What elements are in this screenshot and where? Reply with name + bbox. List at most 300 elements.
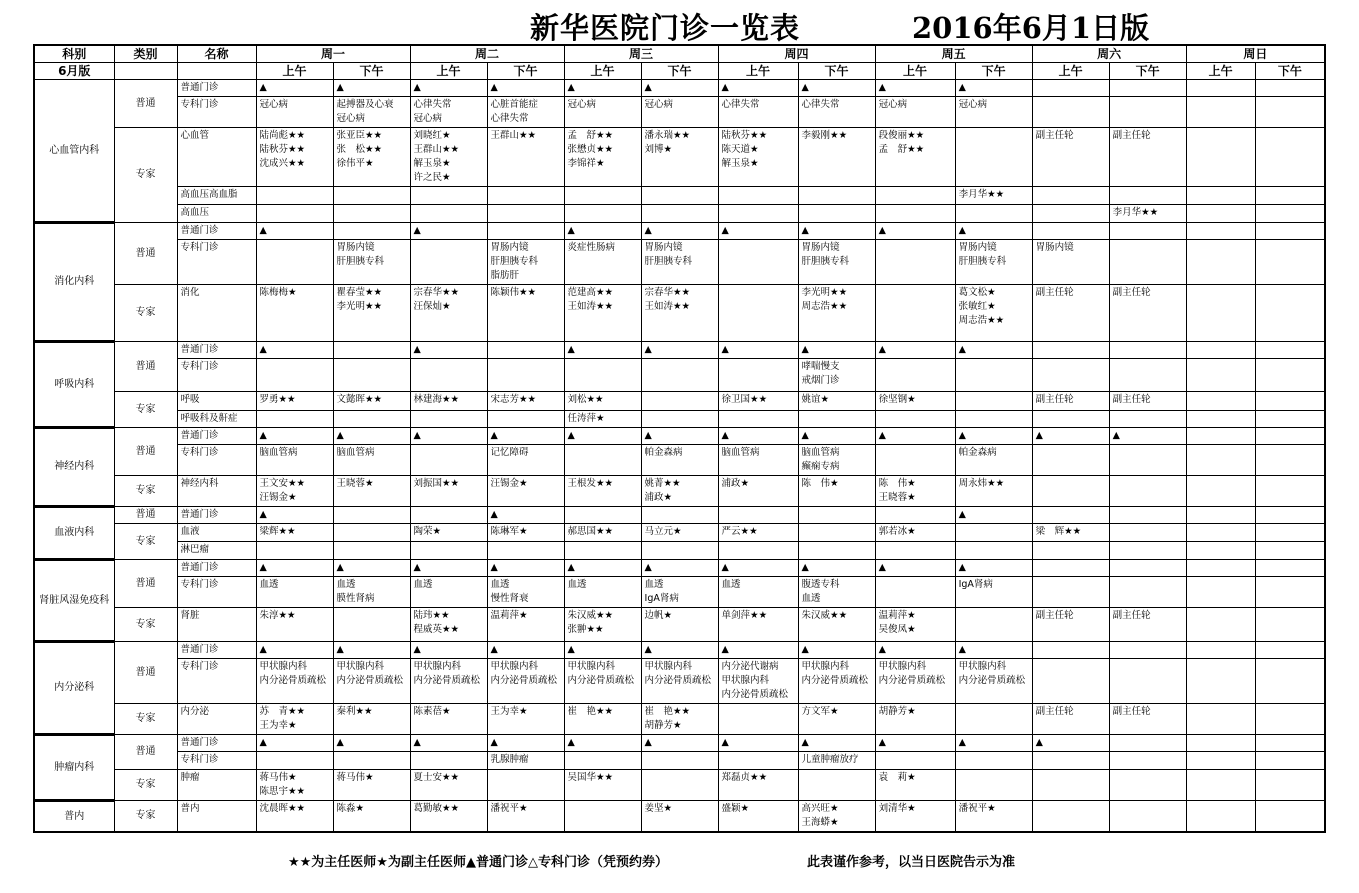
schedule-cell [1109,659,1186,704]
category-cell: 专家 [114,524,177,560]
schedule-cell: 陆尚彪★★ 陆秋芬★★ 沈成兴★★ [256,128,333,187]
schedule-cell [875,187,955,205]
schedule-cell [333,223,410,240]
schedule-cell: 副主任轮 [1032,392,1109,411]
table-row [34,476,1325,507]
category-cell: 专家 [114,704,177,735]
schedule-cell [1186,285,1255,342]
schedule-cell: 潘永瑞★★ 刘博★ [641,128,718,187]
schedule-cell [641,507,718,524]
schedule-cell [410,205,487,223]
schedule-cell [487,187,564,205]
schedule-cell [564,752,641,770]
schedule-cell: 甲状腺内科 内分泌骨质疏松 [333,659,410,704]
table-row [34,342,1325,359]
schedule-cell [564,359,641,392]
schedule-cell [718,542,798,560]
schedule-cell: ▲ [256,342,333,359]
table-row [34,392,1325,411]
schedule-cell: 刘松★★ [564,392,641,411]
schedule-cell: 陈颖伟★★ [487,285,564,342]
table-row [34,577,1325,608]
schedule-cell: ▲ [718,428,798,445]
header-name: 名称 [177,45,256,63]
department-cell: 呼吸内科 [34,342,114,428]
schedule-cell [1255,577,1325,608]
clinic-name-cell: 普通门诊 [177,642,256,659]
schedule-cell [955,608,1032,642]
category-cell: 普通 [114,428,177,476]
schedule-cell [798,205,875,223]
schedule-cell: ▲ [641,342,718,359]
schedule-cell [875,359,955,392]
department-cell: 消化内科 [34,223,114,342]
schedule-cell: 严云★★ [718,524,798,542]
clinic-name-cell: 普通门诊 [177,428,256,445]
schedule-cell: ▲ [875,428,955,445]
schedule-cell [1186,507,1255,524]
table-row [34,128,1325,187]
schedule-cell [256,752,333,770]
schedule-cell [1186,223,1255,240]
schedule-cell: 血透 IgA肾病 [641,577,718,608]
schedule-cell [798,542,875,560]
schedule-cell [641,392,718,411]
schedule-cell: ▲ [798,428,875,445]
schedule-cell: ▲ [1032,735,1109,752]
table-row [34,608,1325,642]
category-cell: 普通 [114,507,177,524]
schedule-cell [1255,97,1325,128]
table-row [34,659,1325,704]
clinic-name-cell: 普通门诊 [177,507,256,524]
schedule-cell [718,359,798,392]
schedule-cell: 心律失常 冠心病 [410,97,487,128]
schedule-cell: 冠心病 [256,97,333,128]
schedule-cell [1109,560,1186,577]
schedule-cell: 副主任轮 [1032,608,1109,642]
schedule-cell: ▲ [955,642,1032,659]
clinic-name-cell: 呼吸科及鼾症 [177,411,256,428]
schedule-cell: 甲状腺内科 内分泌骨质疏松 [256,659,333,704]
clinic-name-cell: 心血管 [177,128,256,187]
schedule-cell: 宋志芳★★ [487,392,564,411]
schedule-cell [1255,608,1325,642]
schedule-cell: 冠心病 [641,97,718,128]
schedule-cell: 儿童肿瘤放疗 [798,752,875,770]
schedule-cell [1186,128,1255,187]
schedule-cell: 副主任轮 [1109,285,1186,342]
schedule-cell: ▲ [564,80,641,97]
schedule-cell: 姚谊★ [798,392,875,411]
schedule-cell [1109,240,1186,285]
schedule-cell [718,240,798,285]
schedule-cell: 崔 艳★★ 胡静芳★ [641,704,718,735]
schedule-cell [487,542,564,560]
department-cell: 心血管内科 [34,80,114,223]
schedule-cell: ▲ [410,342,487,359]
schedule-cell: ▲ [798,735,875,752]
schedule-cell: ▲ [256,642,333,659]
schedule-cell: 副主任轮 [1109,128,1186,187]
schedule-cell [1186,205,1255,223]
schedule-cell [955,128,1032,187]
schedule-cell [1109,752,1186,770]
schedule-cell: 汪锡金★ [487,476,564,507]
schedule-cell: 边帆★ [641,608,718,642]
schedule-cell: 葛勤敏★★ [410,801,487,833]
schedule-cell [410,542,487,560]
schedule-cell: ▲ [955,735,1032,752]
clinic-name-cell: 专科门诊 [177,359,256,392]
schedule-cell: ▲ [875,560,955,577]
header-am: 上午 [256,63,333,80]
schedule-cell [1109,642,1186,659]
schedule-cell: 甲状腺内科 内分泌骨质疏松 [875,659,955,704]
schedule-cell [1255,476,1325,507]
table-row [34,507,1325,524]
clinic-name-cell: 肿瘤 [177,770,256,801]
schedule-cell [1109,223,1186,240]
header-row-days [34,45,1325,63]
schedule-cell: 王为幸★ [487,704,564,735]
schedule-cell: 陈淼★ [333,801,410,833]
schedule-cell: 刘振国★★ [410,476,487,507]
schedule-cell: ▲ [410,223,487,240]
schedule-cell: 胃肠内镜 肝胆胰专科 [333,240,410,285]
schedule-cell [1186,476,1255,507]
schedule-cell [955,752,1032,770]
department-cell: 普内 [34,801,114,833]
department-cell: 血液内科 [34,507,114,560]
schedule-cell: 陈梅梅★ [256,285,333,342]
schedule-cell [718,752,798,770]
schedule-cell: 范建高★★ 王如涛★★ [564,285,641,342]
schedule-cell: 姜坚★ [641,801,718,833]
header-pm: 下午 [487,63,564,80]
schedule-cell [1255,560,1325,577]
clinic-name-cell: 肾脏 [177,608,256,642]
schedule-cell: 陆玮★★ 程威英★★ [410,608,487,642]
schedule-cell: ▲ [333,735,410,752]
schedule-cell: ▲ [564,223,641,240]
schedule-cell [1109,507,1186,524]
schedule-cell [875,542,955,560]
schedule-cell: 脑血管病 [256,445,333,476]
header-am: 上午 [564,63,641,80]
schedule-cell [1255,187,1325,205]
schedule-cell [1032,577,1109,608]
schedule-cell [1032,411,1109,428]
schedule-cell [1109,476,1186,507]
schedule-cell [1186,542,1255,560]
category-cell: 专家 [114,392,177,428]
schedule-cell: ▲ [718,342,798,359]
schedule-cell [487,223,564,240]
schedule-cell: ▲ [955,560,1032,577]
schedule-cell: 心脏首能症 心律失常 [487,97,564,128]
schedule-cell: 甲状腺内科 内分泌骨质疏松 [798,659,875,704]
schedule-cell: 陈 伟★ [798,476,875,507]
schedule-cell [875,577,955,608]
schedule-cell [487,359,564,392]
schedule-cell [1255,240,1325,285]
schedule-cell: 宗春华★★ 汪保灿★ [410,285,487,342]
department-cell: 内分泌科 [34,642,114,735]
schedule-cell: 潘祝平★ [955,801,1032,833]
schedule-cell: ▲ [410,735,487,752]
schedule-cell: 李月华★★ [955,187,1032,205]
schedule-cell [1186,411,1255,428]
schedule-cell [641,205,718,223]
category-cell: 普通 [114,342,177,392]
schedule-cell [1186,240,1255,285]
header-am: 上午 [718,63,798,80]
schedule-cell [333,359,410,392]
clinic-name-cell: 高血压 [177,205,256,223]
schedule-cell [1186,752,1255,770]
schedule-cell [798,187,875,205]
schedule-cell: 沈晨晖★★ [256,801,333,833]
schedule-cell: 林建海★★ [410,392,487,411]
schedule-cell [333,524,410,542]
schedule-cell: 副主任轮 [1032,704,1109,735]
schedule-cell [955,524,1032,542]
schedule-cell: 葛文松★ 张敏红★ 周志浩★★ [955,285,1032,342]
schedule-cell: ▲ [410,428,487,445]
schedule-cell [1186,577,1255,608]
schedule-cell [564,542,641,560]
schedule-cell: ▲ [564,560,641,577]
schedule-cell [410,187,487,205]
schedule-cell: ▲ [256,560,333,577]
table-row [34,97,1325,128]
header-am: 上午 [875,63,955,80]
schedule-cell [1255,223,1325,240]
schedule-cell: 盛颖★ [718,801,798,833]
schedule-cell [333,187,410,205]
schedule-cell [1109,735,1186,752]
schedule-cell: 脑血管病 [333,445,410,476]
schedule-cell: 陶荣★ [410,524,487,542]
schedule-cell: 王根发★★ [564,476,641,507]
schedule-cell: ▲ [487,560,564,577]
schedule-cell: ▲ [410,642,487,659]
schedule-cell [955,205,1032,223]
schedule-cell [1255,752,1325,770]
schedule-cell: 张亚臣★★ 张 松★★ 徐伟平★ [333,128,410,187]
schedule-cell [955,392,1032,411]
schedule-cell: ▲ [955,80,1032,97]
schedule-cell: 脑血管病 [718,445,798,476]
schedule-cell: 潘祝平★ [487,801,564,833]
schedule-cell [410,752,487,770]
schedule-cell [718,187,798,205]
page-title: 新华医院门诊一览表 [530,11,801,45]
footer-note: 此表谨作参考，以当日医院告示为准 [807,855,1016,870]
department-cell: 神经内科 [34,428,114,507]
schedule-cell [256,359,333,392]
schedule-cell: 姚菁★★ 浦政★ [641,476,718,507]
schedule-cell: 胃肠内镜 肝胆胰专科 脂肪肝 [487,240,564,285]
schedule-cell: 蒋马伟★ [333,770,410,801]
schedule-cell [1032,342,1109,359]
schedule-cell: 徐坚钢★ [875,392,955,411]
schedule-cell [955,359,1032,392]
schedule-cell: 胃肠内镜 肝胆胰专科 [955,240,1032,285]
schedule-cell: 周永炜★★ [955,476,1032,507]
schedule-cell: 袁 莉★ [875,770,955,801]
header-blank [114,63,177,80]
schedule-cell [1109,577,1186,608]
header-pm: 下午 [1255,63,1325,80]
schedule-cell: 李月华★★ [1109,205,1186,223]
schedule-cell [875,205,955,223]
schedule-cell: 夏士安★★ [410,770,487,801]
schedule-cell [333,542,410,560]
schedule-cell [1255,542,1325,560]
schedule-cell: 单剑萍★★ [718,608,798,642]
schedule-cell: ▲ [487,735,564,752]
schedule-cell: ▲ [641,223,718,240]
schedule-cell: 徐卫国★★ [718,392,798,411]
schedule-cell [1109,445,1186,476]
schedule-table [33,44,1326,833]
schedule-cell: 高兴旺★ 王海蟒★ [798,801,875,833]
schedule-cell: ▲ [256,80,333,97]
schedule-cell [564,205,641,223]
schedule-cell [1032,801,1109,833]
clinic-name-cell: 普通门诊 [177,735,256,752]
schedule-cell [1109,80,1186,97]
schedule-cell: 马立元★ [641,524,718,542]
header-row-ampm [34,63,1325,80]
schedule-cell: ▲ [718,223,798,240]
schedule-cell [641,359,718,392]
schedule-cell: ▲ [256,507,333,524]
table-row [34,240,1325,285]
schedule-cell [1255,359,1325,392]
clinic-name-cell: 高血压高血脂 [177,187,256,205]
schedule-cell: ▲ [641,428,718,445]
schedule-cell: ▲ [798,560,875,577]
schedule-cell: 哮喘慢支 戒烟门诊 [798,359,875,392]
schedule-cell [1109,524,1186,542]
schedule-cell [1109,342,1186,359]
schedule-cell [875,285,955,342]
clinic-name-cell: 内分泌 [177,704,256,735]
schedule-cell: 李毅刚★★ [798,128,875,187]
schedule-cell [1255,342,1325,359]
schedule-cell: ▲ [718,560,798,577]
clinic-name-cell: 专科门诊 [177,752,256,770]
schedule-cell: 方文军★ [798,704,875,735]
schedule-cell: ▲ [1032,428,1109,445]
table-row [34,80,1325,97]
clinic-name-cell: 专科门诊 [177,445,256,476]
schedule-cell [410,240,487,285]
schedule-cell [1255,428,1325,445]
schedule-cell [410,411,487,428]
schedule-cell: ▲ [875,223,955,240]
schedule-cell [333,411,410,428]
schedule-cell: ▲ [955,223,1032,240]
schedule-cell: 内分泌代谢病 甲状腺内科 内分泌骨质疏松 [718,659,798,704]
schedule-cell: ▲ [798,342,875,359]
table-row [34,642,1325,659]
schedule-cell: 帕金森病 [641,445,718,476]
schedule-cell: 秦利★★ [333,704,410,735]
clinic-name-cell: 神经内科 [177,476,256,507]
schedule-cell [875,507,955,524]
schedule-cell: 甲状腺内科 内分泌骨质疏松 [487,659,564,704]
schedule-cell: 温莉萍★ 吴俊凤★ [875,608,955,642]
schedule-cell: ▲ [1109,428,1186,445]
schedule-cell: ▲ [564,428,641,445]
schedule-cell [1186,642,1255,659]
schedule-cell [1109,187,1186,205]
schedule-cell: ▲ [641,560,718,577]
schedule-cell: 梁 辉★★ [1032,524,1109,542]
category-cell: 普通 [114,642,177,704]
category-cell: 专家 [114,801,177,833]
schedule-cell [798,524,875,542]
schedule-cell [1032,476,1109,507]
schedule-cell [333,205,410,223]
schedule-cell: 血透 [256,577,333,608]
schedule-cell [487,411,564,428]
schedule-cell: 蒋马伟★ 陈思宇★★ [256,770,333,801]
schedule-cell: ▲ [955,342,1032,359]
schedule-cell [333,507,410,524]
schedule-cell [1032,752,1109,770]
schedule-cell: 文懿晖★★ [333,392,410,411]
schedule-cell [256,187,333,205]
schedule-cell [1186,428,1255,445]
schedule-cell [1255,80,1325,97]
header-am: 上午 [1032,63,1109,80]
schedule-cell: ▲ [641,80,718,97]
schedule-cell: 甲状腺内科 内分泌骨质疏松 [564,659,641,704]
schedule-cell [798,411,875,428]
schedule-cell [256,411,333,428]
clinic-name-cell: 消化 [177,285,256,342]
clinic-name-cell: 普通门诊 [177,560,256,577]
schedule-cell [1186,80,1255,97]
schedule-cell: 刘清华★ [875,801,955,833]
table-row [34,735,1325,752]
schedule-cell [1186,359,1255,392]
schedule-cell: ▲ [641,735,718,752]
schedule-cell: ▲ [333,80,410,97]
header-tuesday: 周二 [410,45,564,63]
schedule-cell [1032,659,1109,704]
category-cell: 专家 [114,770,177,801]
schedule-cell: 副主任轮 [1032,128,1109,187]
schedule-cell: ▲ [333,560,410,577]
clinic-name-cell: 专科门诊 [177,659,256,704]
schedule-cell: 甲状腺内科 内分泌骨质疏松 [955,659,1032,704]
schedule-cell: 副主任轮 [1032,285,1109,342]
category-cell: 普通 [114,560,177,608]
schedule-cell: 陈 伟★ 王晓蓉★ [875,476,955,507]
schedule-cell: 脑血管病 癫痫专病 [798,445,875,476]
schedule-cell: ▲ [875,642,955,659]
clinic-name-cell: 普通门诊 [177,80,256,97]
schedule-cell [955,542,1032,560]
category-cell: 普通 [114,223,177,285]
schedule-cell: 王晓蓉★ [333,476,410,507]
